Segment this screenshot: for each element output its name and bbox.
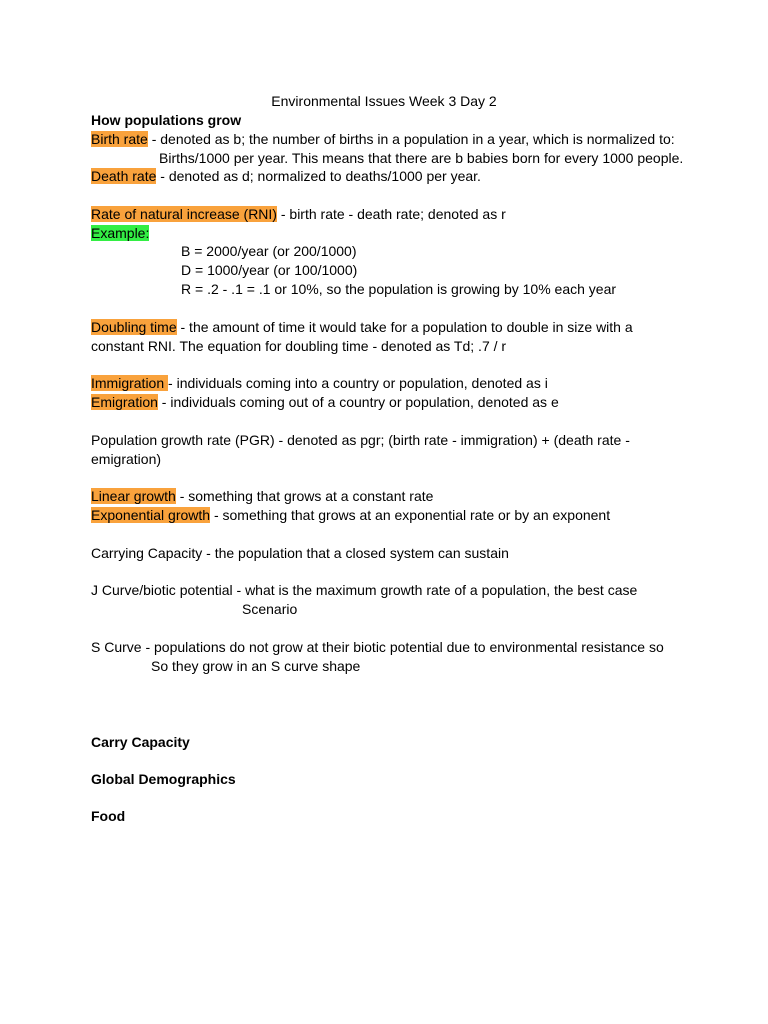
j-curve-definition: J Curve/biotic potential - what is the maximum growth rate of a population, the best case [91, 582, 638, 598]
example-label: Example: [91, 225, 150, 241]
section-heading: How populations grow [91, 112, 242, 128]
term-highlight: Immigration [91, 375, 169, 391]
definition-text: - denoted as b; the number of births in a population in a year, which is normalized to: [147, 131, 675, 147]
term-highlight: Birth rate [91, 131, 148, 147]
term-highlight: Linear growth [91, 488, 176, 504]
section-heading: Global Demographics [91, 771, 236, 787]
section-heading: Food [91, 808, 126, 824]
term-highlight: Doubling time [91, 319, 177, 335]
example-line: D = 1000/year (or 100/1000) [181, 262, 358, 278]
rni-definition [91, 205, 506, 223]
definition-text: - denoted as d; normalized to deaths/1000 per year. [156, 168, 481, 184]
death-rate-definition [91, 167, 481, 185]
definition-continuation: constant RNI. The equation for doubling time - denoted as Td; .7 / r [91, 338, 507, 354]
example-line: R = .2 - .1 = .1 or 10%, so the population is growing by 10% each year [181, 281, 617, 297]
term-highlight: Emigration [91, 394, 158, 410]
doubling-time-definition [91, 318, 633, 336]
exponential-growth-definition [91, 506, 610, 524]
term-highlight: Rate of natural increase (RNI) [91, 206, 277, 222]
definition-continuation: So they grow in an S curve shape [151, 658, 361, 674]
term-highlight: Exponential growth [91, 507, 211, 523]
example-line: B = 2000/year (or 200/1000) [181, 243, 357, 259]
definition-continuation: Scenario [242, 601, 298, 617]
linear-growth-definition [91, 487, 433, 505]
s-curve-definition: S Curve - populations do not grow at their biotic potential due to environmental resistance so [91, 639, 664, 655]
definition-text: - birth rate - death rate; denoted as r [276, 206, 506, 222]
definition-text: - something that grows at a constant rate [175, 488, 434, 504]
pgr-definition: Population growth rate (PGR) - denoted as pgr; (birth rate - immigration) + (death rate - [91, 432, 630, 448]
definition-text: - individuals coming out of a country or population, denoted as e [157, 394, 559, 410]
definition-text: - the amount of time it would take for a population to double in size with a [176, 319, 633, 335]
term-highlight: Death rate [91, 168, 157, 184]
emigration-definition [91, 393, 559, 411]
definition-continuation: emigration) [91, 451, 162, 467]
document-title: Environmental Issues Week 3 Day 2 [271, 93, 497, 109]
definition-continuation: Births/1000 per year. This means that there are b babies born for every 1000 people. [159, 150, 684, 166]
definition-text: - individuals coming into a country or population, denoted as i [168, 375, 548, 391]
carrying-capacity-definition: Carrying Capacity - the population that a closed system can sustain [91, 545, 509, 561]
section-heading: Carry Capacity [91, 734, 190, 750]
definition-text: - something that grows at an exponential rate or by an exponent [210, 507, 611, 523]
birth-rate-definition [91, 130, 675, 148]
immigration-definition [91, 374, 548, 392]
